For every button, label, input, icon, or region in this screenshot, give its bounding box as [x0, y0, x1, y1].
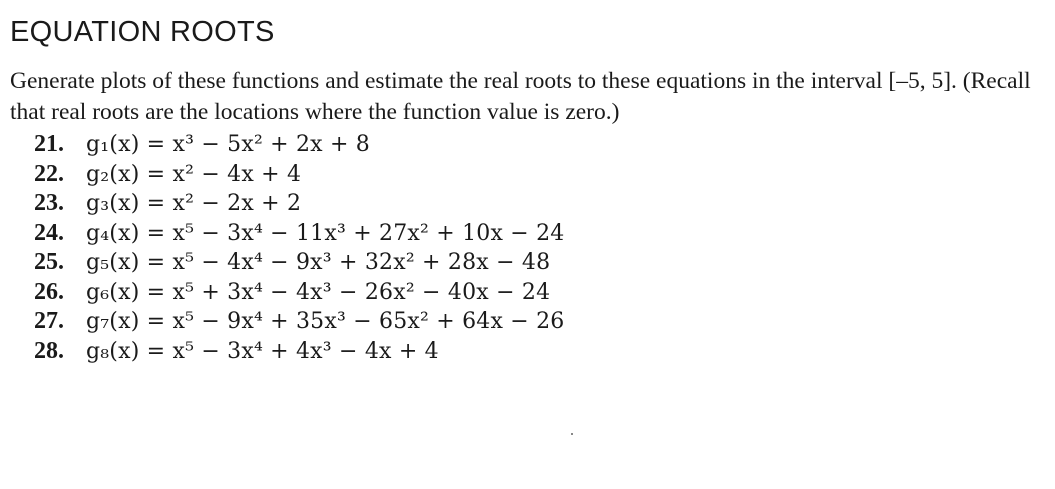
problem-number: 28.: [34, 337, 64, 364]
problem-item: [34, 219, 1050, 249]
problem-item: [34, 160, 1050, 190]
problem-item: [34, 248, 1050, 278]
problem-equation: g₈(x) = x⁵ − 3x⁴ + 4x³ − 4x + 4: [86, 338, 439, 364]
scan-speck: [571, 433, 573, 435]
problem-equation: g₇(x) = x⁵ − 9x⁴ + 35x³ − 65x² + 64x − 26: [86, 309, 565, 334]
problem-list: [10, 130, 1050, 366]
problem-number: 23.: [34, 190, 64, 216]
problem-equation: g₅(x) = x⁵ − 4x⁴ − 9x³ + 32x² + 28x − 48: [86, 250, 551, 275]
problem-item: [34, 278, 1050, 308]
problem-item: [34, 307, 1050, 337]
problem-equation: g₄(x) = x⁵ − 3x⁴ − 11x³ + 27x² + 10x − 24: [86, 220, 565, 246]
problem-number: 25.: [34, 249, 64, 275]
problem-number: 26.: [34, 278, 64, 305]
problem-equation: g₆(x) = x⁵ + 3x⁴ − 4x³ − 26x² − 40x − 24: [86, 279, 551, 305]
problem-equation: g₂(x) = x² − 4x + 4: [86, 161, 302, 187]
document-page: [10, 14, 1050, 366]
problem-equation: g₁(x) = x³ − 5x² + 2x + 8: [86, 132, 371, 157]
problem-item: [34, 130, 1050, 160]
section-heading: EQUATION ROOTS: [10, 16, 275, 48]
problem-number: 22.: [34, 160, 64, 187]
problem-number: 21.: [34, 131, 64, 157]
problem-item: [34, 337, 1050, 367]
problem-number: 24.: [34, 219, 64, 246]
problem-equation: g₃(x) = x² − 2x + 2: [86, 191, 302, 216]
problem-number: 27.: [34, 308, 64, 334]
instructions-paragraph: Generate plots of these functions and estimate the real roots to these equations in the interval [–5, 5]. (Recall that real roots are the locations where the function value is zero.): [10, 68, 1031, 125]
problem-item: [34, 189, 1050, 219]
